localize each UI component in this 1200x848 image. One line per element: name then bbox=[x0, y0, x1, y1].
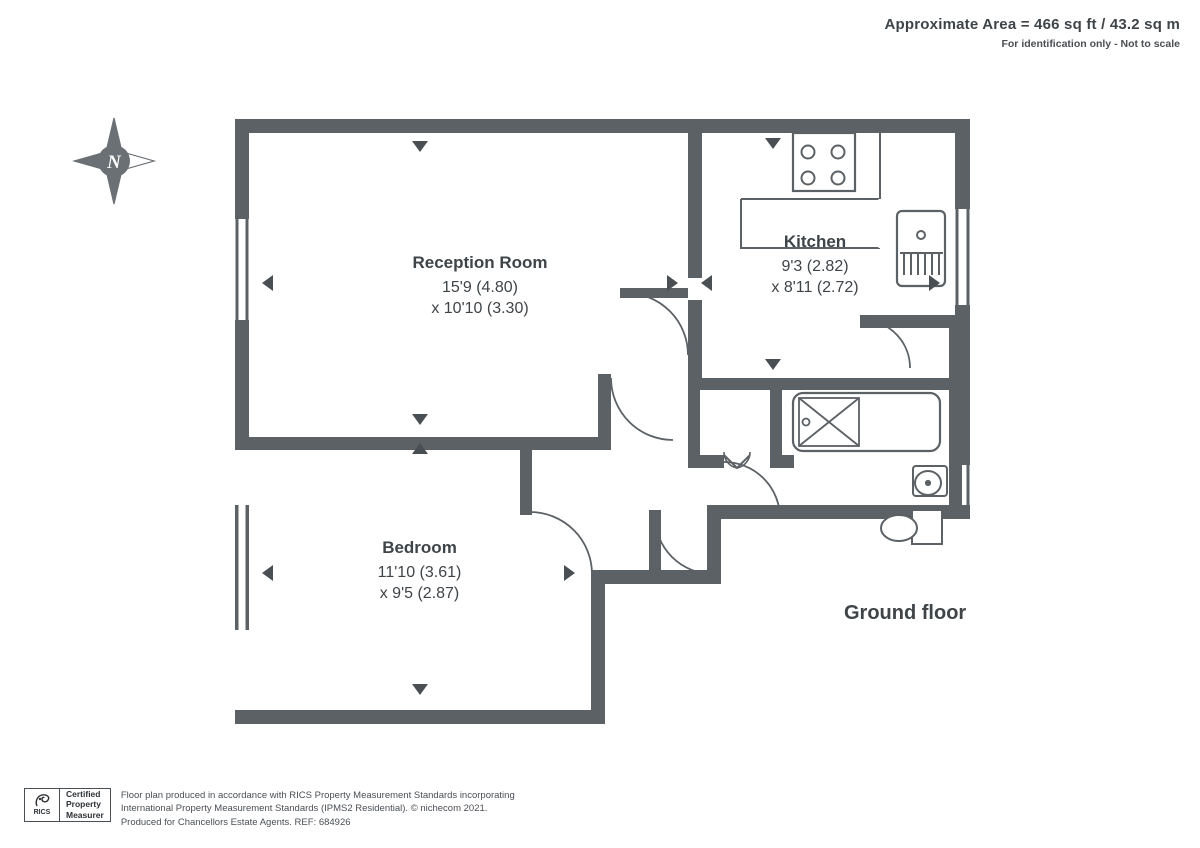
bathtub-icon bbox=[793, 393, 940, 451]
dim-arrow-kitchen-bottom bbox=[765, 359, 781, 370]
room-dim-reception-1: 15'9 (4.80) bbox=[442, 278, 518, 296]
rics-badge-line2: Property bbox=[66, 799, 101, 810]
rics-logo-icon bbox=[25, 789, 60, 821]
dim-arrow-bedroom-bottom bbox=[412, 684, 428, 695]
room-label-bedroom bbox=[293, 537, 546, 604]
room-name-reception: Reception Room bbox=[412, 253, 548, 272]
dim-arrow-bedroom-left bbox=[262, 565, 273, 581]
rics-badge-line3: Measurer bbox=[66, 810, 104, 821]
dim-arrow-bedroom-right bbox=[564, 565, 575, 581]
rics-badge-text bbox=[60, 789, 110, 821]
door-hall-reception bbox=[611, 378, 673, 440]
rics-mark-text: RICS bbox=[33, 809, 51, 817]
hob-icon bbox=[793, 133, 855, 191]
footer-line-2: International Property Measurement Standards (IPMS2 Residential). © nichecom 2021. bbox=[120, 803, 488, 815]
door-cupboard bbox=[649, 510, 713, 574]
dim-arrow-reception-right bbox=[667, 275, 678, 291]
room-dim-kitchen-1: 9'3 (2.82) bbox=[781, 257, 849, 275]
footer bbox=[24, 788, 515, 830]
dim-arrow-bedroom-top bbox=[412, 443, 428, 454]
dim-arrow-reception-top bbox=[412, 141, 428, 152]
footer-line-1: Floor plan produced in accordance with RICS Property Measurement Standards incorporating bbox=[120, 789, 515, 801]
rics-certified-badge bbox=[24, 788, 111, 822]
identification-disclaimer: For identification only - Not to scale bbox=[1001, 38, 1180, 50]
dim-arrow-kitchen-top bbox=[765, 138, 781, 149]
room-dim-kitchen-2: x 8'11 (2.72) bbox=[771, 278, 859, 296]
approximate-area-label: Approximate Area = 466 sq ft / 43.2 sq m bbox=[884, 16, 1180, 33]
room-dim-bedroom-1: 11'10 (3.61) bbox=[377, 563, 462, 581]
room-label-kitchen bbox=[700, 231, 930, 298]
dim-arrow-reception-left bbox=[262, 275, 273, 291]
compass-label: N bbox=[107, 152, 121, 173]
floor-title: Ground floor bbox=[844, 602, 967, 624]
washbasin-icon bbox=[913, 466, 947, 496]
footer-line-3: Produced for Chancellors Estate Agents. REF: 684926 bbox=[120, 817, 351, 829]
room-name-bedroom: Bedroom bbox=[382, 538, 457, 557]
footer-disclaimer bbox=[121, 788, 515, 830]
dim-arrow-reception-bottom bbox=[412, 414, 428, 425]
rics-badge-line1: Certified bbox=[66, 788, 101, 799]
room-dim-bedroom-2: x 9'5 (2.87) bbox=[379, 584, 460, 602]
room-dim-reception-2: x 10'10 (3.30) bbox=[431, 299, 529, 317]
door-reception bbox=[620, 288, 688, 355]
dim-arrow-kitchen-right bbox=[929, 275, 940, 291]
room-label-reception bbox=[330, 252, 630, 319]
room-name-kitchen: Kitchen bbox=[783, 232, 847, 251]
